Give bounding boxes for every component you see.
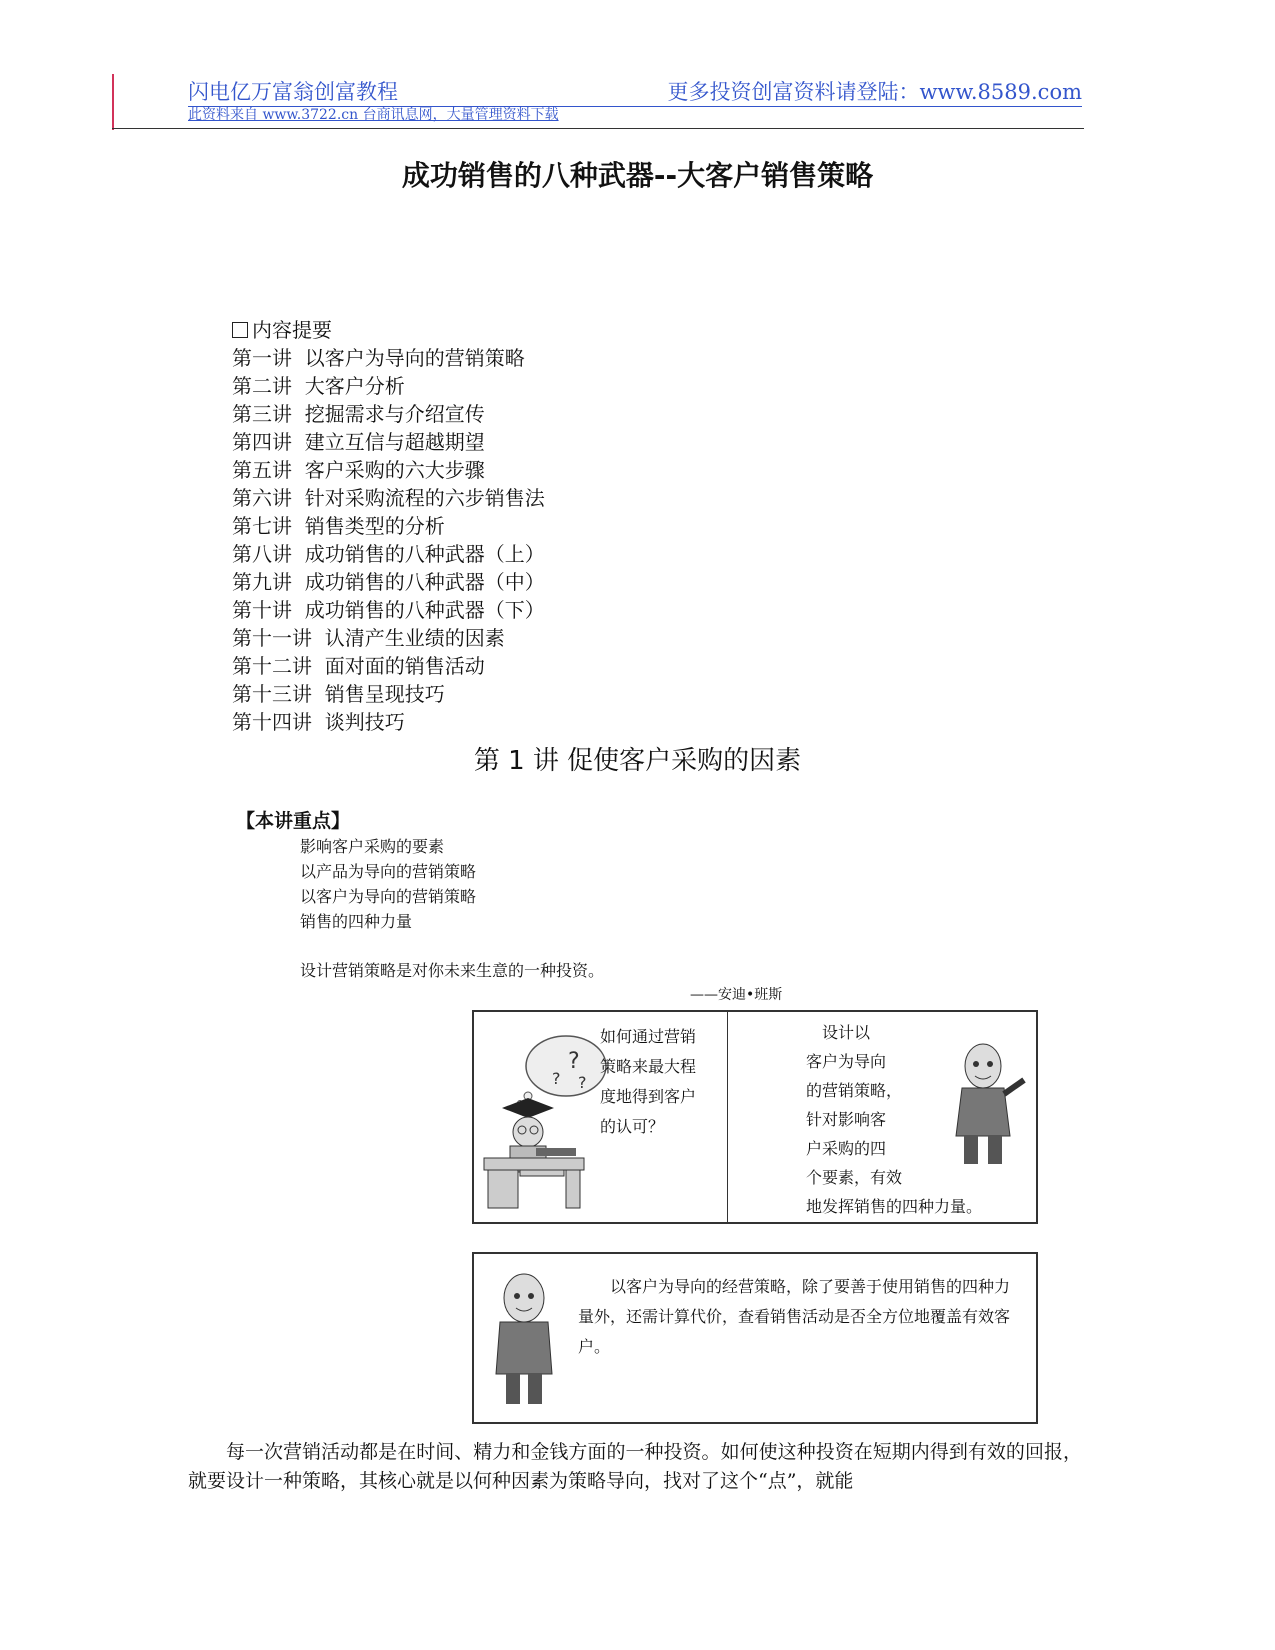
toc-heading-row xyxy=(232,316,545,344)
text-line: 地发挥销售的四种力量。 xyxy=(806,1197,983,1216)
text-line: 的营销策略， xyxy=(806,1081,903,1100)
toc-item: 第五讲 客户采购的六大步骤 xyxy=(232,458,485,482)
document-title: 成功销售的八种武器--大客户销售策略 xyxy=(401,159,874,192)
text-line: 策略来最大程 xyxy=(600,1057,697,1076)
page-header xyxy=(188,76,1082,107)
keypoints-list xyxy=(300,834,476,934)
comic-panel-1 xyxy=(472,1010,1038,1224)
toc-item: 第九讲 成功销售的八种武器（中） xyxy=(232,570,545,594)
toc-item: 第八讲 成功销售的八种武器（上） xyxy=(232,542,545,566)
checkbox-icon xyxy=(232,322,248,338)
professor-icon xyxy=(482,1270,566,1412)
text-line: 的认可？ xyxy=(600,1117,665,1136)
quote-text: 设计营销策略是对你未来生意的一种投资。 xyxy=(300,961,605,980)
margin-bar xyxy=(112,74,114,130)
text-line: 针对影响客 xyxy=(806,1110,887,1129)
text-line: 户采购的四 xyxy=(806,1139,887,1158)
header-rule xyxy=(112,128,1084,129)
toc-item: 第十一讲 认清产生业绩的因素 xyxy=(232,626,505,650)
text-line: 客户为导向 xyxy=(806,1052,887,1071)
keypoint-item: 影响客户采购的要素 xyxy=(300,837,445,856)
text-line: 个要素，有效 xyxy=(806,1168,903,1187)
svg-text:?: ? xyxy=(552,1069,561,1088)
body-paragraph: 每一次营销活动都是在时间、精力和金钱方面的一种投资。如何使这种投资在短期内得到有效的回报，就要设计一种策略，其核心就是以何种因素为策略导向，找对了这个“点”，就能 xyxy=(188,1441,1082,1492)
text-line: 度地得到客户 xyxy=(600,1087,697,1106)
header-left-link[interactable]: 闪电亿万富翁创富教程 xyxy=(188,80,398,104)
toc-heading: 内容提要 xyxy=(252,318,332,342)
thought-bubble-icon xyxy=(510,1034,610,1106)
panel-divider xyxy=(727,1012,728,1222)
toc-item: 第七讲 销售类型的分析 xyxy=(232,514,445,538)
table-of-contents xyxy=(232,316,545,736)
panel2-text: 以客户为导向的经营策略，除了要善于使用销售的四种力量外，还需计算代价，查看销售活动是否全方位地覆盖有效客户。 xyxy=(578,1277,1011,1356)
svg-text:?: ? xyxy=(568,1049,580,1074)
panel1-right-text xyxy=(806,1018,983,1221)
lecture-title: 第 1 讲 促使客户采购的因素 xyxy=(473,746,802,776)
comic-panel-2 xyxy=(472,1252,1038,1424)
toc-item: 第一讲 以客户为导向的营销策略 xyxy=(232,346,525,370)
quote-author: ——安迪•班斯 xyxy=(690,987,783,1003)
header-source-link[interactable]: 此资料来自 www.3722.cn 台商讯息网，大量管理资料下载 xyxy=(188,107,559,123)
toc-item: 第十二讲 面对面的销售活动 xyxy=(232,654,485,678)
panel1-left-text xyxy=(600,1022,720,1142)
header-right-link[interactable]: 更多投资创富资料请登陆：www.8589.com xyxy=(667,80,1082,104)
keypoint-item: 以客户为导向的营销策略 xyxy=(300,887,477,906)
toc-item: 第四讲 建立互信与超越期望 xyxy=(232,430,485,454)
keypoint-item: 销售的四种力量 xyxy=(300,912,413,931)
toc-item: 第六讲 针对采购流程的六步销售法 xyxy=(232,486,545,510)
toc-item: 第十讲 成功销售的八种武器（下） xyxy=(232,598,545,622)
professor-icon xyxy=(938,1040,1028,1170)
toc-item: 第十四讲 谈判技巧 xyxy=(232,710,405,734)
toc-item: 第二讲 大客户分析 xyxy=(232,374,405,398)
student-at-desk-icon xyxy=(480,1098,590,1214)
toc-item: 第三讲 挖掘需求与介绍宣传 xyxy=(232,402,485,426)
keypoint-item: 以产品为导向的营销策略 xyxy=(300,862,477,881)
svg-text:?: ? xyxy=(578,1073,587,1092)
text-line: 设计以 xyxy=(806,1023,871,1042)
text-line: 如何通过营销 xyxy=(600,1027,697,1046)
keypoints-heading: 【本讲重点】 xyxy=(236,810,351,832)
toc-item: 第十三讲 销售呈现技巧 xyxy=(232,682,445,706)
